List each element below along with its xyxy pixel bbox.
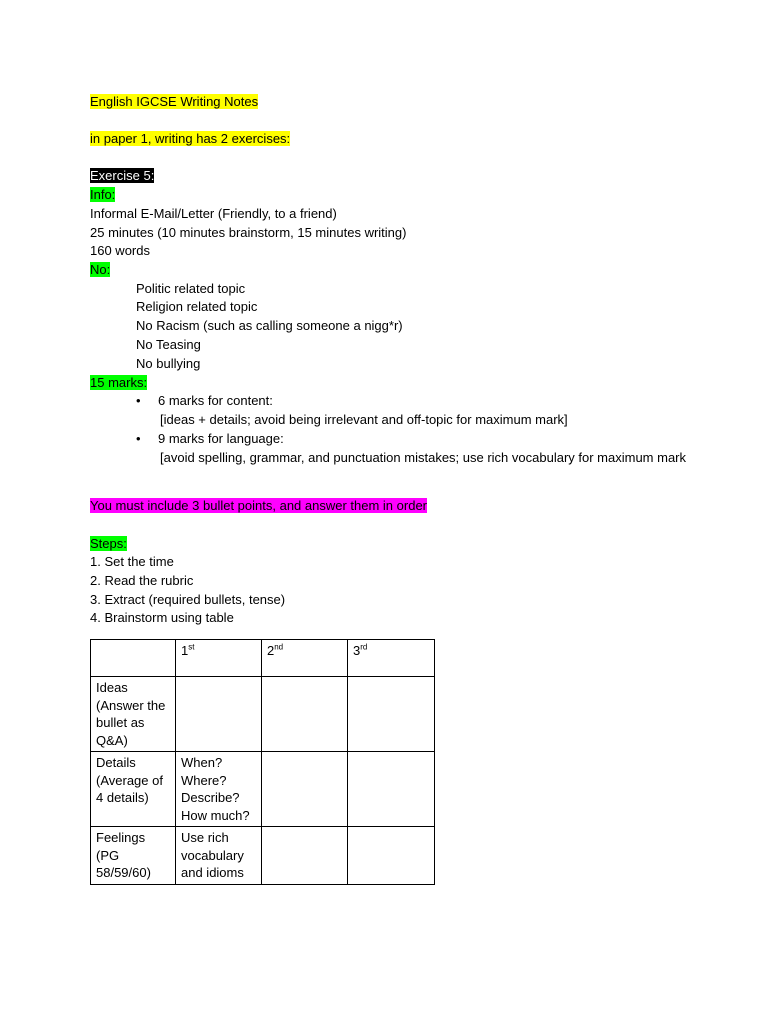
no-label: No:	[90, 262, 111, 277]
table-cell	[348, 827, 435, 885]
table-header-cell: 3rd	[348, 640, 435, 677]
marks-item-label: 6 marks for content:	[158, 393, 273, 408]
exercise-heading: Exercise 5:	[90, 168, 155, 183]
step-item: 2. Read the rubric	[90, 573, 194, 588]
table-row	[91, 752, 435, 827]
table-header-cell: 1st	[176, 640, 262, 677]
no-label-line	[90, 261, 110, 279]
intro-text: in paper 1, writing has 2 exercises:	[90, 131, 291, 146]
info-line: 25 minutes (10 minutes brainstorm, 15 minutes writing)	[90, 225, 407, 240]
table-row	[91, 677, 435, 752]
no-item: Religion related topic	[136, 299, 258, 314]
table-cell	[262, 752, 348, 827]
must-note-line	[90, 497, 427, 515]
table-header-cell: 2nd	[262, 640, 348, 677]
info-line: 160 words	[90, 243, 150, 258]
marks-label: 15 marks:	[90, 375, 148, 390]
marks-item-detail: [avoid spelling, grammar, and punctuation mistakes; use rich vocabulary for maximum mark	[160, 450, 686, 465]
table-cell: When? Where? Describe? How much?	[176, 752, 262, 827]
intro-line	[90, 130, 290, 148]
table-row	[91, 827, 435, 885]
table-cell: Use rich vocabulary and idioms	[176, 827, 262, 885]
bullet-dot-icon: •	[136, 431, 141, 446]
bullet-dot-icon: •	[136, 393, 141, 408]
no-item: No Teasing	[136, 337, 201, 352]
doc-title: English IGCSE Writing Notes	[90, 94, 259, 109]
no-item: No Racism (such as calling someone a nigg*r)	[136, 318, 403, 333]
table-cell	[262, 677, 348, 752]
table-cell	[348, 677, 435, 752]
table-cell	[176, 677, 262, 752]
table-row-label: Details (Average of 4 details)	[91, 752, 176, 827]
table-cell	[348, 752, 435, 827]
table-header-cell	[91, 640, 176, 677]
table-row-label: Ideas (Answer the bullet as Q&A)	[91, 677, 176, 752]
step-item: 3. Extract (required bullets, tense)	[90, 592, 286, 607]
no-item: No bullying	[136, 356, 201, 371]
no-item: Politic related topic	[136, 281, 246, 296]
info-label-line	[90, 186, 115, 204]
must-note: You must include 3 bullet points, and answer them in order	[90, 498, 427, 513]
doc-title-line	[90, 93, 258, 111]
marks-item-detail: [ideas + details; avoid being irrelevant and off-topic for maximum mark]	[160, 412, 568, 427]
steps-label: Steps:	[90, 536, 127, 551]
brainstorm-table	[90, 639, 435, 885]
marks-label-line	[90, 374, 147, 392]
exercise-heading-line	[90, 167, 154, 185]
steps-label-line	[90, 535, 127, 553]
info-line: Informal E-Mail/Letter (Friendly, to a friend)	[90, 206, 337, 221]
step-item: 4. Brainstorm using table	[90, 610, 234, 625]
table-cell	[262, 827, 348, 885]
info-label: Info:	[90, 187, 116, 202]
table-header-row	[91, 640, 435, 677]
table-row-label: Feelings (PG 58/59/60)	[91, 827, 176, 885]
step-item: 1. Set the time	[90, 554, 174, 569]
marks-item-label: 9 marks for language:	[158, 431, 284, 446]
